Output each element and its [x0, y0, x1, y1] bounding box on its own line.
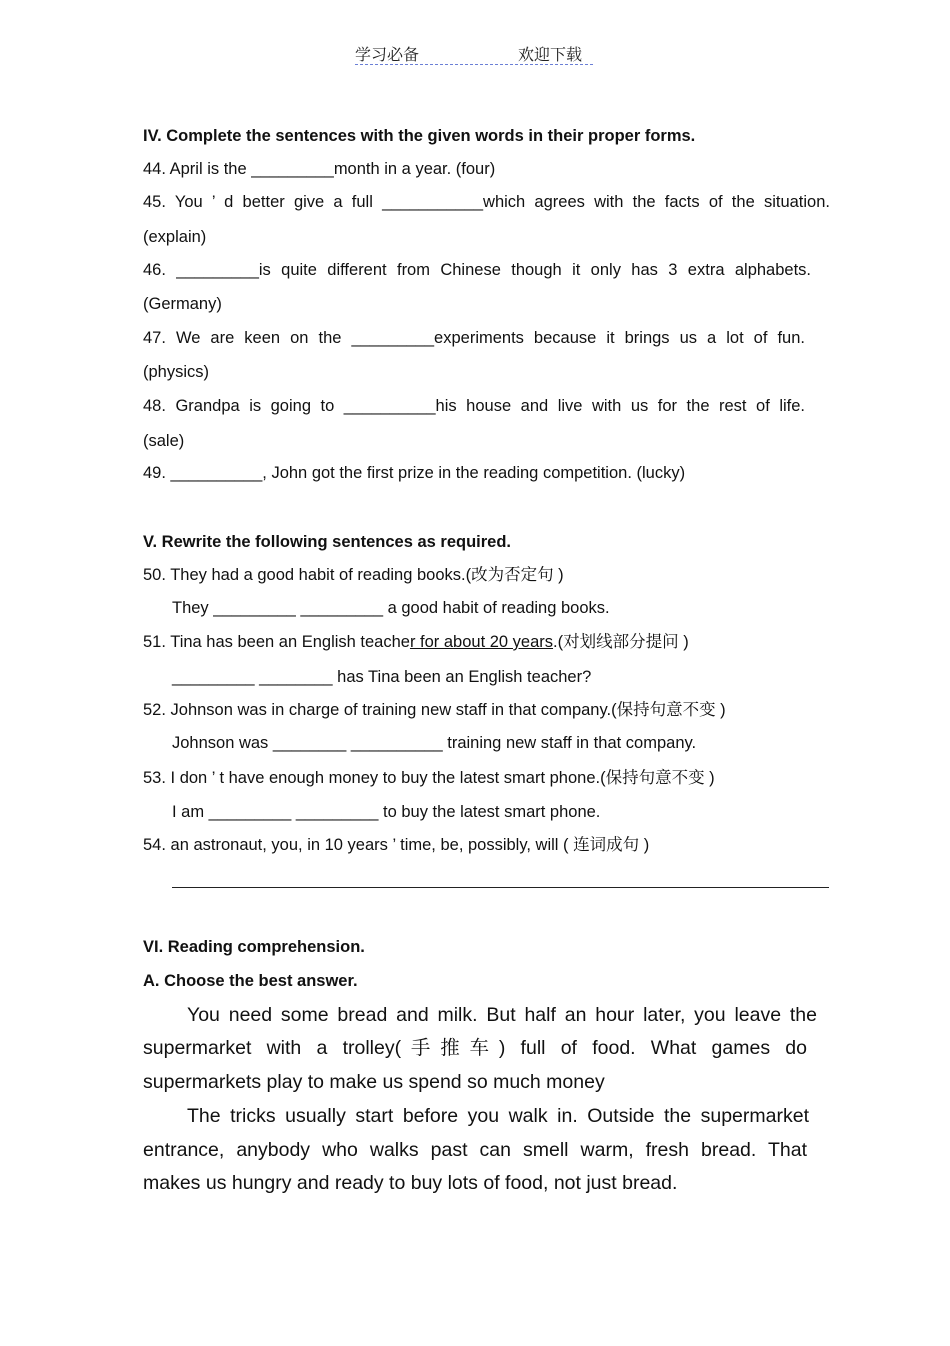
section-5-title: V. Rewrite the following sentences as required. — [143, 533, 511, 551]
question-52: 52. Johnson was in charge of training new staff in that company.(保持句意不变 ) — [143, 701, 726, 719]
question-51 — [143, 632, 689, 652]
question-45-hint: (explain) — [143, 228, 207, 246]
section-6-subtitle: A. Choose the best answer. — [143, 972, 358, 990]
passage-p2-line3: makes us hungry and ready to buy lots of food, not just bread. — [143, 1172, 678, 1194]
passage-p1-line2: supermarket with a trolley(手推车) full of food. What games do — [143, 1037, 807, 1059]
question-48: 48. Grandpa is going to __________his house and live with us for the rest of life. — [143, 397, 805, 415]
page-header — [355, 40, 593, 65]
passage-p1-line1: You need some bread and milk. But half an hour later, you leave the — [187, 1004, 817, 1026]
question-44: 44. April is the _________month in a year. (four) — [143, 160, 496, 178]
question-45: 45. You ’ d better give a full ___________which agrees with the facts of the situation. — [143, 193, 830, 211]
passage-p2-line2: entrance, anybody who walks past can smell warm, fresh bread. That — [143, 1139, 807, 1161]
answer-52: Johnson was ________ __________ training new staff in that company. — [172, 734, 697, 752]
question-51-underlined: r for about 20 years — [409, 633, 554, 651]
answer-50: They _________ _________ a good habit of reading books. — [172, 599, 610, 617]
question-49: 49. __________, John got the first prize in the reading competition. (lucky) — [143, 464, 686, 482]
question-50: 50. They had a good habit of reading books.(改为否定句 ) — [143, 566, 564, 584]
question-53: 53. I don ’ t have enough money to buy the latest smart phone.(保持句意不变 ) — [143, 769, 715, 787]
header-right-text: 欢迎下载 — [518, 45, 583, 64]
question-51-end: .(对划线部分提问 ) — [553, 633, 689, 651]
answer-53: I am _________ _________ to buy the latest smart phone. — [172, 803, 601, 821]
question-51-start: 51. Tina has been an English teache — [143, 633, 410, 651]
passage-p2-line1: The tricks usually start before you walk in. Outside the supermarket — [187, 1105, 809, 1127]
question-46-hint: (Germany) — [143, 295, 222, 313]
question-47-hint: (physics) — [143, 363, 210, 381]
header-left-text: 学习必备 — [355, 45, 420, 64]
question-54: 54. an astronaut, you, in 10 years ’ time, be, possibly, will ( 连词成句 ) — [143, 836, 650, 854]
answer-54-line — [172, 887, 829, 888]
passage-p1-line3: supermarkets play to make us spend so much money — [143, 1071, 605, 1093]
question-47: 47. We are keen on the _________experiments because it brings us a lot of fun. — [143, 329, 805, 347]
question-48-hint: (sale) — [143, 432, 185, 450]
answer-51: _________ ________ has Tina been an English teacher? — [172, 668, 592, 686]
question-46: 46. _________is quite different from Chinese though it only has 3 extra alphabets. — [143, 261, 811, 279]
section-4-title: IV. Complete the sentences with the given words in their proper forms. — [143, 127, 696, 145]
section-6-title: VI. Reading comprehension. — [143, 938, 365, 956]
